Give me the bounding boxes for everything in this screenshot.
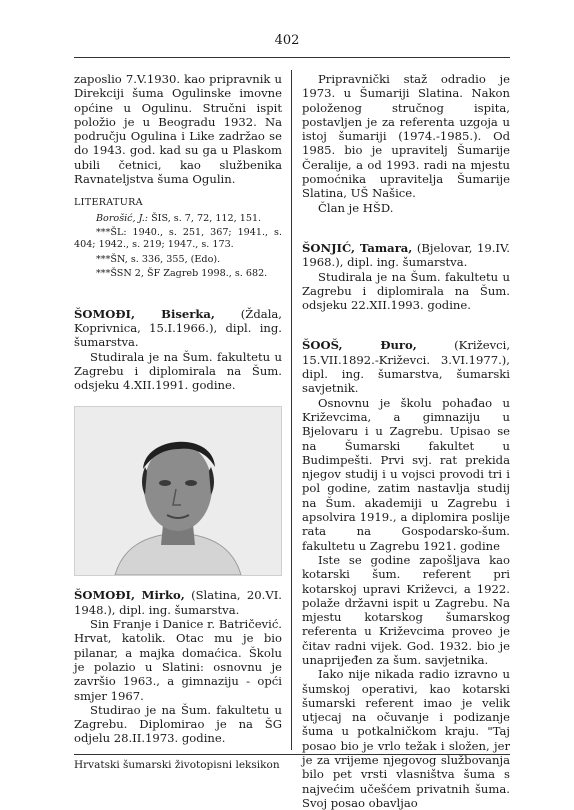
right-column (302, 72, 510, 810)
entry-paragraph: Studirao je na Šum. fakultetu u Zagrebu. Diplomirao je na ŠG odjelu 28.II.1973. godine. (74, 702, 282, 746)
intro-paragraph: zaposlio 7.V.1930. kao pripravnik u Direkciji šuma Ogulinske imovne općine u Ogulinu. Stručni ispit položio je u Beogradu 1932. Na području Ogulina i Like zadržao se do 1943. god. kad su ga u Plaskom ubili četnici, kao službenika Ravnateljstva šuma Ogulin. (74, 72, 282, 187)
left-column (74, 72, 282, 746)
column-divider (291, 70, 292, 750)
entry-heading-biserka: ŠOMOĐI, Biserka, (Ždala, Koprivnica, 15.I.1966.), dipl. ing. šumarstva. (74, 306, 282, 350)
entry-paragraph: Sin Franje i Danice r. Batričević. Hrvat, katolik. Otac mu je bio pilanar, a majka domaćica. Školu je polazio u Slatini: osnovnu je završio 1963., a gimnaziju - opći smjer 1967. (74, 617, 282, 703)
literature-heading: LITERATURA (74, 197, 143, 209)
literature-entry: ***ŠL: 1940., s. 251, 367; 1941., s. 404; 1942., s. 219; 1947., s. 173. (74, 227, 282, 251)
bottom-rule (74, 754, 510, 755)
literature-entry: Borošić, J.: ŠIS, s. 7, 72, 112, 151. (96, 212, 262, 224)
entry-heading-djuro: ŠOOŠ, Đuro, (Križevci, 15.VII.1892.-Križevci. 3.VI.1977.), dipl. ing. šumarstva, šumarski savjetnik. (302, 338, 511, 396)
entry-paragraph: Iako nije nikada radio izravno u šumskoj operativi, kao kotarski šumarski referent imao je velik utjecaj na očuvanje i podizanje šuma u potkalničkom kraju. "Taj posao bio je vrlo težak i složen, jer je za vrijeme njegovog službovanja bilo pet vrsti vlasništva šuma s najvećim učešćem privatnih šuma. Svoj posao obavljao (302, 667, 510, 810)
entry-paragraph: Iste se godine zapošljava kao kotarski šum. referent pri kotarskoj upravi Križevci, a 1922. polaže državni ispit u Zagrebu. Na mjestu kotarskog šumarskog referenta u Križevcima proveo je čitav radni vijek. God. 1932. bio je unaprijeđen za šum. savjetnika. (302, 552, 510, 667)
footer-title: Hrvatski šumarski životopisni leksikon (74, 759, 280, 771)
entry-paragraph: Osnovnu je školu pohađao u Križevcima, a gimnaziju u Bjelovaru i u Zagrebu. Upisao se na Šumarski fakultet u Budimpešti. Prvi svj. rat prekida njegov studij i u vojsci provodi tri i pol godine, zatim nastavlja studij na Šum. akademiji u Zagrebu i apsolvira 1919., a diplomira poslije rata na Gospodarsko-šum. fakultetu u Zagrebu 1921. godine (302, 395, 510, 553)
entry-heading-mirko: ŠOMOĐI, Mirko, (Slatina, 20.VI. 1948.), dipl. ing. šumarstva. (74, 588, 282, 617)
entry-heading-tamara: ŠONJIĆ, Tamara, (Bjelovar, 19.IV. 1968.), dipl. ing. šumarstva. (302, 240, 510, 270)
top-rule (74, 57, 510, 58)
entry-paragraph: Studirala je na Šum. fakultetu u Zagrebu i diplomirala na Šum. odsjeku 4.XII.1991. godine. (74, 349, 282, 393)
literature-entry: ***ŠN, s. 336, 355, (Edo). (96, 253, 221, 265)
literature-entry: ***ŠSN 2, ŠF Zagreb 1998., s. 682. (96, 268, 268, 280)
portrait-image (75, 407, 281, 575)
entry-paragraph: Studirala je na Šum. fakultetu u Zagrebu i diplomirala na Šum. odsjeku 22.XII.1993. godine. (302, 269, 510, 313)
page-number: 402 (274, 33, 300, 48)
membership-line: Član je HŠD. (318, 200, 394, 215)
continuation-paragraph: Pripravnički staž odradio je 1973. u Šumariji Slatina. Nakon položenog stručnog ispita, postavljen je za referenta uzgoja u istoj šumariji (1974.-1985.). Od 1985. bio je upravitelj Šumarije Čeralije, a od 1993. radi na mjestu pomoćnika upravitelja Šumarije Slatina, UŠ Našice. (302, 72, 510, 201)
portrait-photo (74, 406, 282, 576)
